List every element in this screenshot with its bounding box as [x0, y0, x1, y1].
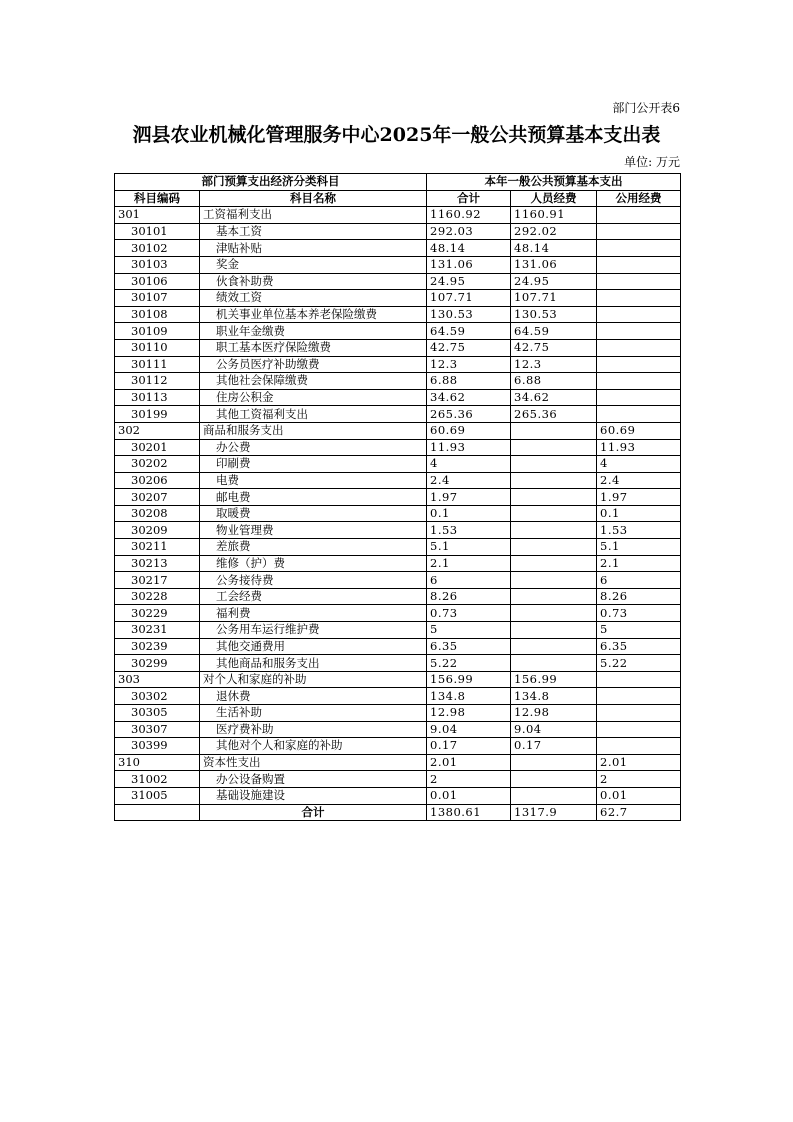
row-public: [597, 306, 681, 323]
row-code: 30110: [115, 339, 200, 356]
table-row: [115, 240, 681, 257]
row-name: 伙食补助费: [200, 273, 427, 290]
row-code: 30113: [115, 389, 200, 406]
row-code: 30307: [115, 721, 200, 738]
table-row: [115, 754, 681, 771]
row-personnel: [511, 588, 597, 605]
row-public: 2.4: [597, 472, 681, 489]
row-personnel: 9.04: [511, 721, 597, 738]
row-code: 30211: [115, 539, 200, 556]
row-public: [597, 389, 681, 406]
row-personnel: [511, 572, 597, 589]
table-row: [115, 256, 681, 273]
row-public: 4: [597, 456, 681, 473]
table-row: [115, 555, 681, 572]
row-code: 31002: [115, 771, 200, 788]
row-name: 其他商品和服务支出: [200, 655, 427, 672]
row-total: 5.22: [427, 655, 511, 672]
row-name: 其他交通费用: [200, 638, 427, 655]
header-name: 科目名称: [200, 190, 427, 207]
row-personnel: [511, 505, 597, 522]
unit-label: 单位: 万元: [624, 155, 680, 169]
table-row: [115, 605, 681, 622]
row-code: 30305: [115, 705, 200, 722]
table-row: [115, 588, 681, 605]
row-personnel: 134.8: [511, 688, 597, 705]
row-name: 电费: [200, 472, 427, 489]
row-name: 邮电费: [200, 489, 427, 506]
table-row: [115, 207, 681, 224]
row-public: [597, 373, 681, 390]
row-public: [597, 688, 681, 705]
row-name: 维修（护）费: [200, 555, 427, 572]
row-name: 基础设施建设: [200, 787, 427, 804]
row-total: 2.01: [427, 754, 511, 771]
row-total: 265.36: [427, 406, 511, 423]
row-public: 60.69: [597, 422, 681, 439]
table-row: [115, 406, 681, 423]
row-code: 302: [115, 422, 200, 439]
row-public: 2: [597, 771, 681, 788]
row-total: 107.71: [427, 290, 511, 307]
row-public: 6: [597, 572, 681, 589]
row-name: 基本工资: [200, 223, 427, 240]
row-name: 住房公积金: [200, 389, 427, 406]
row-public: [597, 223, 681, 240]
table-row: [115, 323, 681, 340]
header-total: 合计: [427, 190, 511, 207]
table-row: [115, 671, 681, 688]
row-total: 1.97: [427, 489, 511, 506]
row-public: 0.73: [597, 605, 681, 622]
row-personnel: 156.99: [511, 671, 597, 688]
row-code: 30202: [115, 456, 200, 473]
row-name: 商品和服务支出: [200, 422, 427, 439]
row-name: 公务用车运行维护费: [200, 622, 427, 639]
total-row-label: 合计: [200, 804, 427, 821]
row-public: [597, 705, 681, 722]
row-total: 5: [427, 622, 511, 639]
row-personnel: 265.36: [511, 406, 597, 423]
row-public: [597, 721, 681, 738]
row-public: 2.01: [597, 754, 681, 771]
document-title: 泗县农业机械化管理服务中心2025年一般公共预算基本支出表: [132, 124, 661, 146]
row-name: 公务员医疗补助缴费: [200, 356, 427, 373]
row-personnel: 131.06: [511, 256, 597, 273]
row-total: 64.59: [427, 323, 511, 340]
row-name: 退休费: [200, 688, 427, 705]
header-column-row: [115, 190, 681, 207]
row-public: 0.1: [597, 505, 681, 522]
table-row: [115, 273, 681, 290]
table-number-label: 部门公开表6: [612, 101, 680, 115]
row-name: 机关事业单位基本养老保险缴费: [200, 306, 427, 323]
row-name: 绩效工资: [200, 290, 427, 307]
row-code: 30217: [115, 572, 200, 589]
row-code: 30209: [115, 522, 200, 539]
row-name: 职业年金缴费: [200, 323, 427, 340]
row-code: 30199: [115, 406, 200, 423]
row-personnel: [511, 456, 597, 473]
row-code: 301: [115, 207, 200, 224]
row-code: 30399: [115, 738, 200, 755]
row-personnel: 24.95: [511, 273, 597, 290]
row-personnel: 12.3: [511, 356, 597, 373]
row-public: [597, 671, 681, 688]
row-name: 医疗费补助: [200, 721, 427, 738]
row-name: 工资福利支出: [200, 207, 427, 224]
row-personnel: [511, 422, 597, 439]
row-personnel: 6.88: [511, 373, 597, 390]
table-row: [115, 522, 681, 539]
table-row: [115, 787, 681, 804]
row-personnel: [511, 539, 597, 556]
row-code: 30208: [115, 505, 200, 522]
row-code: 30213: [115, 555, 200, 572]
row-name: 其他社会保障缴费: [200, 373, 427, 390]
row-public: 5.1: [597, 539, 681, 556]
row-code: 30229: [115, 605, 200, 622]
row-code: 30239: [115, 638, 200, 655]
table-row: [115, 539, 681, 556]
row-total: 0.1: [427, 505, 511, 522]
row-total: 292.03: [427, 223, 511, 240]
row-personnel: [511, 489, 597, 506]
row-personnel: [511, 622, 597, 639]
row-name: 奖金: [200, 256, 427, 273]
row-code: 30107: [115, 290, 200, 307]
row-code: 30102: [115, 240, 200, 257]
table-row: [115, 356, 681, 373]
row-name: 物业管理费: [200, 522, 427, 539]
row-name: 其他对个人和家庭的补助: [200, 738, 427, 755]
row-total: 8.26: [427, 588, 511, 605]
row-public: 11.93: [597, 439, 681, 456]
row-personnel: 34.62: [511, 389, 597, 406]
row-name: 差旅费: [200, 539, 427, 556]
table-row: [115, 389, 681, 406]
row-name: 福利费: [200, 605, 427, 622]
row-name: 工会经费: [200, 588, 427, 605]
row-total: 0.73: [427, 605, 511, 622]
row-personnel: [511, 655, 597, 672]
row-code: 30299: [115, 655, 200, 672]
row-personnel: 292.02: [511, 223, 597, 240]
row-code: 30302: [115, 688, 200, 705]
row-personnel: 1160.91: [511, 207, 597, 224]
row-personnel: 12.98: [511, 705, 597, 722]
row-total: 24.95: [427, 273, 511, 290]
table-row: [115, 705, 681, 722]
row-code: 31005: [115, 787, 200, 804]
row-public: 2.1: [597, 555, 681, 572]
table-row: [115, 638, 681, 655]
total-row-code: [115, 804, 200, 821]
row-total: 6.88: [427, 373, 511, 390]
row-code: 30228: [115, 588, 200, 605]
row-public: [597, 339, 681, 356]
row-total: 2: [427, 771, 511, 788]
row-personnel: [511, 771, 597, 788]
table-row: [115, 572, 681, 589]
row-public: 1.53: [597, 522, 681, 539]
row-total: 42.75: [427, 339, 511, 356]
row-public: [597, 323, 681, 340]
row-code: 30106: [115, 273, 200, 290]
row-code: 30206: [115, 472, 200, 489]
row-name: 津贴补贴: [200, 240, 427, 257]
row-code: 30207: [115, 489, 200, 506]
table-row: [115, 373, 681, 390]
row-personnel: [511, 522, 597, 539]
row-total: 6.35: [427, 638, 511, 655]
row-personnel: 130.53: [511, 306, 597, 323]
row-total: 0.01: [427, 787, 511, 804]
row-total: 12.3: [427, 356, 511, 373]
row-public: [597, 738, 681, 755]
table-row: [115, 688, 681, 705]
row-name: 取暖费: [200, 505, 427, 522]
row-personnel: [511, 555, 597, 572]
header-code: 科目编码: [115, 190, 200, 207]
row-name: 职工基本医疗保险缴费: [200, 339, 427, 356]
table-row: [115, 456, 681, 473]
table-row: [115, 223, 681, 240]
row-total: 60.69: [427, 422, 511, 439]
row-personnel: [511, 754, 597, 771]
row-name: 办公设备购置: [200, 771, 427, 788]
table-row: [115, 290, 681, 307]
row-name: 对个人和家庭的补助: [200, 671, 427, 688]
row-total: 131.06: [427, 256, 511, 273]
row-name: 公务接待费: [200, 572, 427, 589]
row-total: 0.17: [427, 738, 511, 755]
table-row: [115, 738, 681, 755]
row-public: [597, 406, 681, 423]
table-row: [115, 306, 681, 323]
row-code: 30103: [115, 256, 200, 273]
row-personnel: 107.71: [511, 290, 597, 307]
row-code: 30111: [115, 356, 200, 373]
row-total: 1.53: [427, 522, 511, 539]
row-personnel: 42.75: [511, 339, 597, 356]
row-name: 印刷费: [200, 456, 427, 473]
row-public: [597, 356, 681, 373]
row-total: 12.98: [427, 705, 511, 722]
total-row-total: 1380.61: [427, 804, 511, 821]
row-personnel: [511, 638, 597, 655]
row-code: 30201: [115, 439, 200, 456]
row-total: 6: [427, 572, 511, 589]
table-row: [115, 505, 681, 522]
row-total: 5.1: [427, 539, 511, 556]
budget-table: [114, 173, 681, 821]
row-code: 30101: [115, 223, 200, 240]
row-public: 6.35: [597, 638, 681, 655]
header-public: 公用经费: [597, 190, 681, 207]
row-public: 1.97: [597, 489, 681, 506]
row-public: 5.22: [597, 655, 681, 672]
row-total: 34.62: [427, 389, 511, 406]
row-code: 30231: [115, 622, 200, 639]
table-body: [115, 207, 681, 804]
row-personnel: 0.17: [511, 738, 597, 755]
row-total: 4: [427, 456, 511, 473]
total-row-personnel: 1317.9: [511, 804, 597, 821]
row-personnel: 64.59: [511, 323, 597, 340]
table-row: [115, 439, 681, 456]
header-group-row: [115, 174, 681, 191]
table-row: [115, 422, 681, 439]
row-code: 303: [115, 671, 200, 688]
row-public: [597, 256, 681, 273]
total-row: [115, 804, 681, 821]
table-row: [115, 771, 681, 788]
header-basic-expenditure: 本年一般公共预算基本支出: [427, 174, 681, 191]
row-total: 130.53: [427, 306, 511, 323]
row-code: 30109: [115, 323, 200, 340]
row-code: 30108: [115, 306, 200, 323]
row-total: 134.8: [427, 688, 511, 705]
row-name: 办公费: [200, 439, 427, 456]
row-personnel: [511, 439, 597, 456]
row-public: [597, 290, 681, 307]
row-total: 11.93: [427, 439, 511, 456]
row-name: 其他工资福利支出: [200, 406, 427, 423]
row-total: 1160.92: [427, 207, 511, 224]
total-row-public: 62.7: [597, 804, 681, 821]
row-public: 5: [597, 622, 681, 639]
row-personnel: [511, 472, 597, 489]
row-public: 0.01: [597, 787, 681, 804]
table-row: [115, 655, 681, 672]
table-row: [115, 472, 681, 489]
row-public: [597, 240, 681, 257]
table-row: [115, 339, 681, 356]
header-personnel: 人员经费: [511, 190, 597, 207]
row-code: 310: [115, 754, 200, 771]
row-total: 156.99: [427, 671, 511, 688]
row-total: 2.4: [427, 472, 511, 489]
row-public: 8.26: [597, 588, 681, 605]
row-code: 30112: [115, 373, 200, 390]
row-name: 资本性支出: [200, 754, 427, 771]
row-total: 2.1: [427, 555, 511, 572]
row-total: 9.04: [427, 721, 511, 738]
row-personnel: [511, 605, 597, 622]
row-public: [597, 207, 681, 224]
row-public: [597, 273, 681, 290]
row-personnel: 48.14: [511, 240, 597, 257]
row-personnel: [511, 787, 597, 804]
table-row: [115, 622, 681, 639]
table-row: [115, 721, 681, 738]
header-economic-classification: 部门预算支出经济分类科目: [115, 174, 427, 191]
row-total: 48.14: [427, 240, 511, 257]
row-name: 生活补助: [200, 705, 427, 722]
table-row: [115, 489, 681, 506]
